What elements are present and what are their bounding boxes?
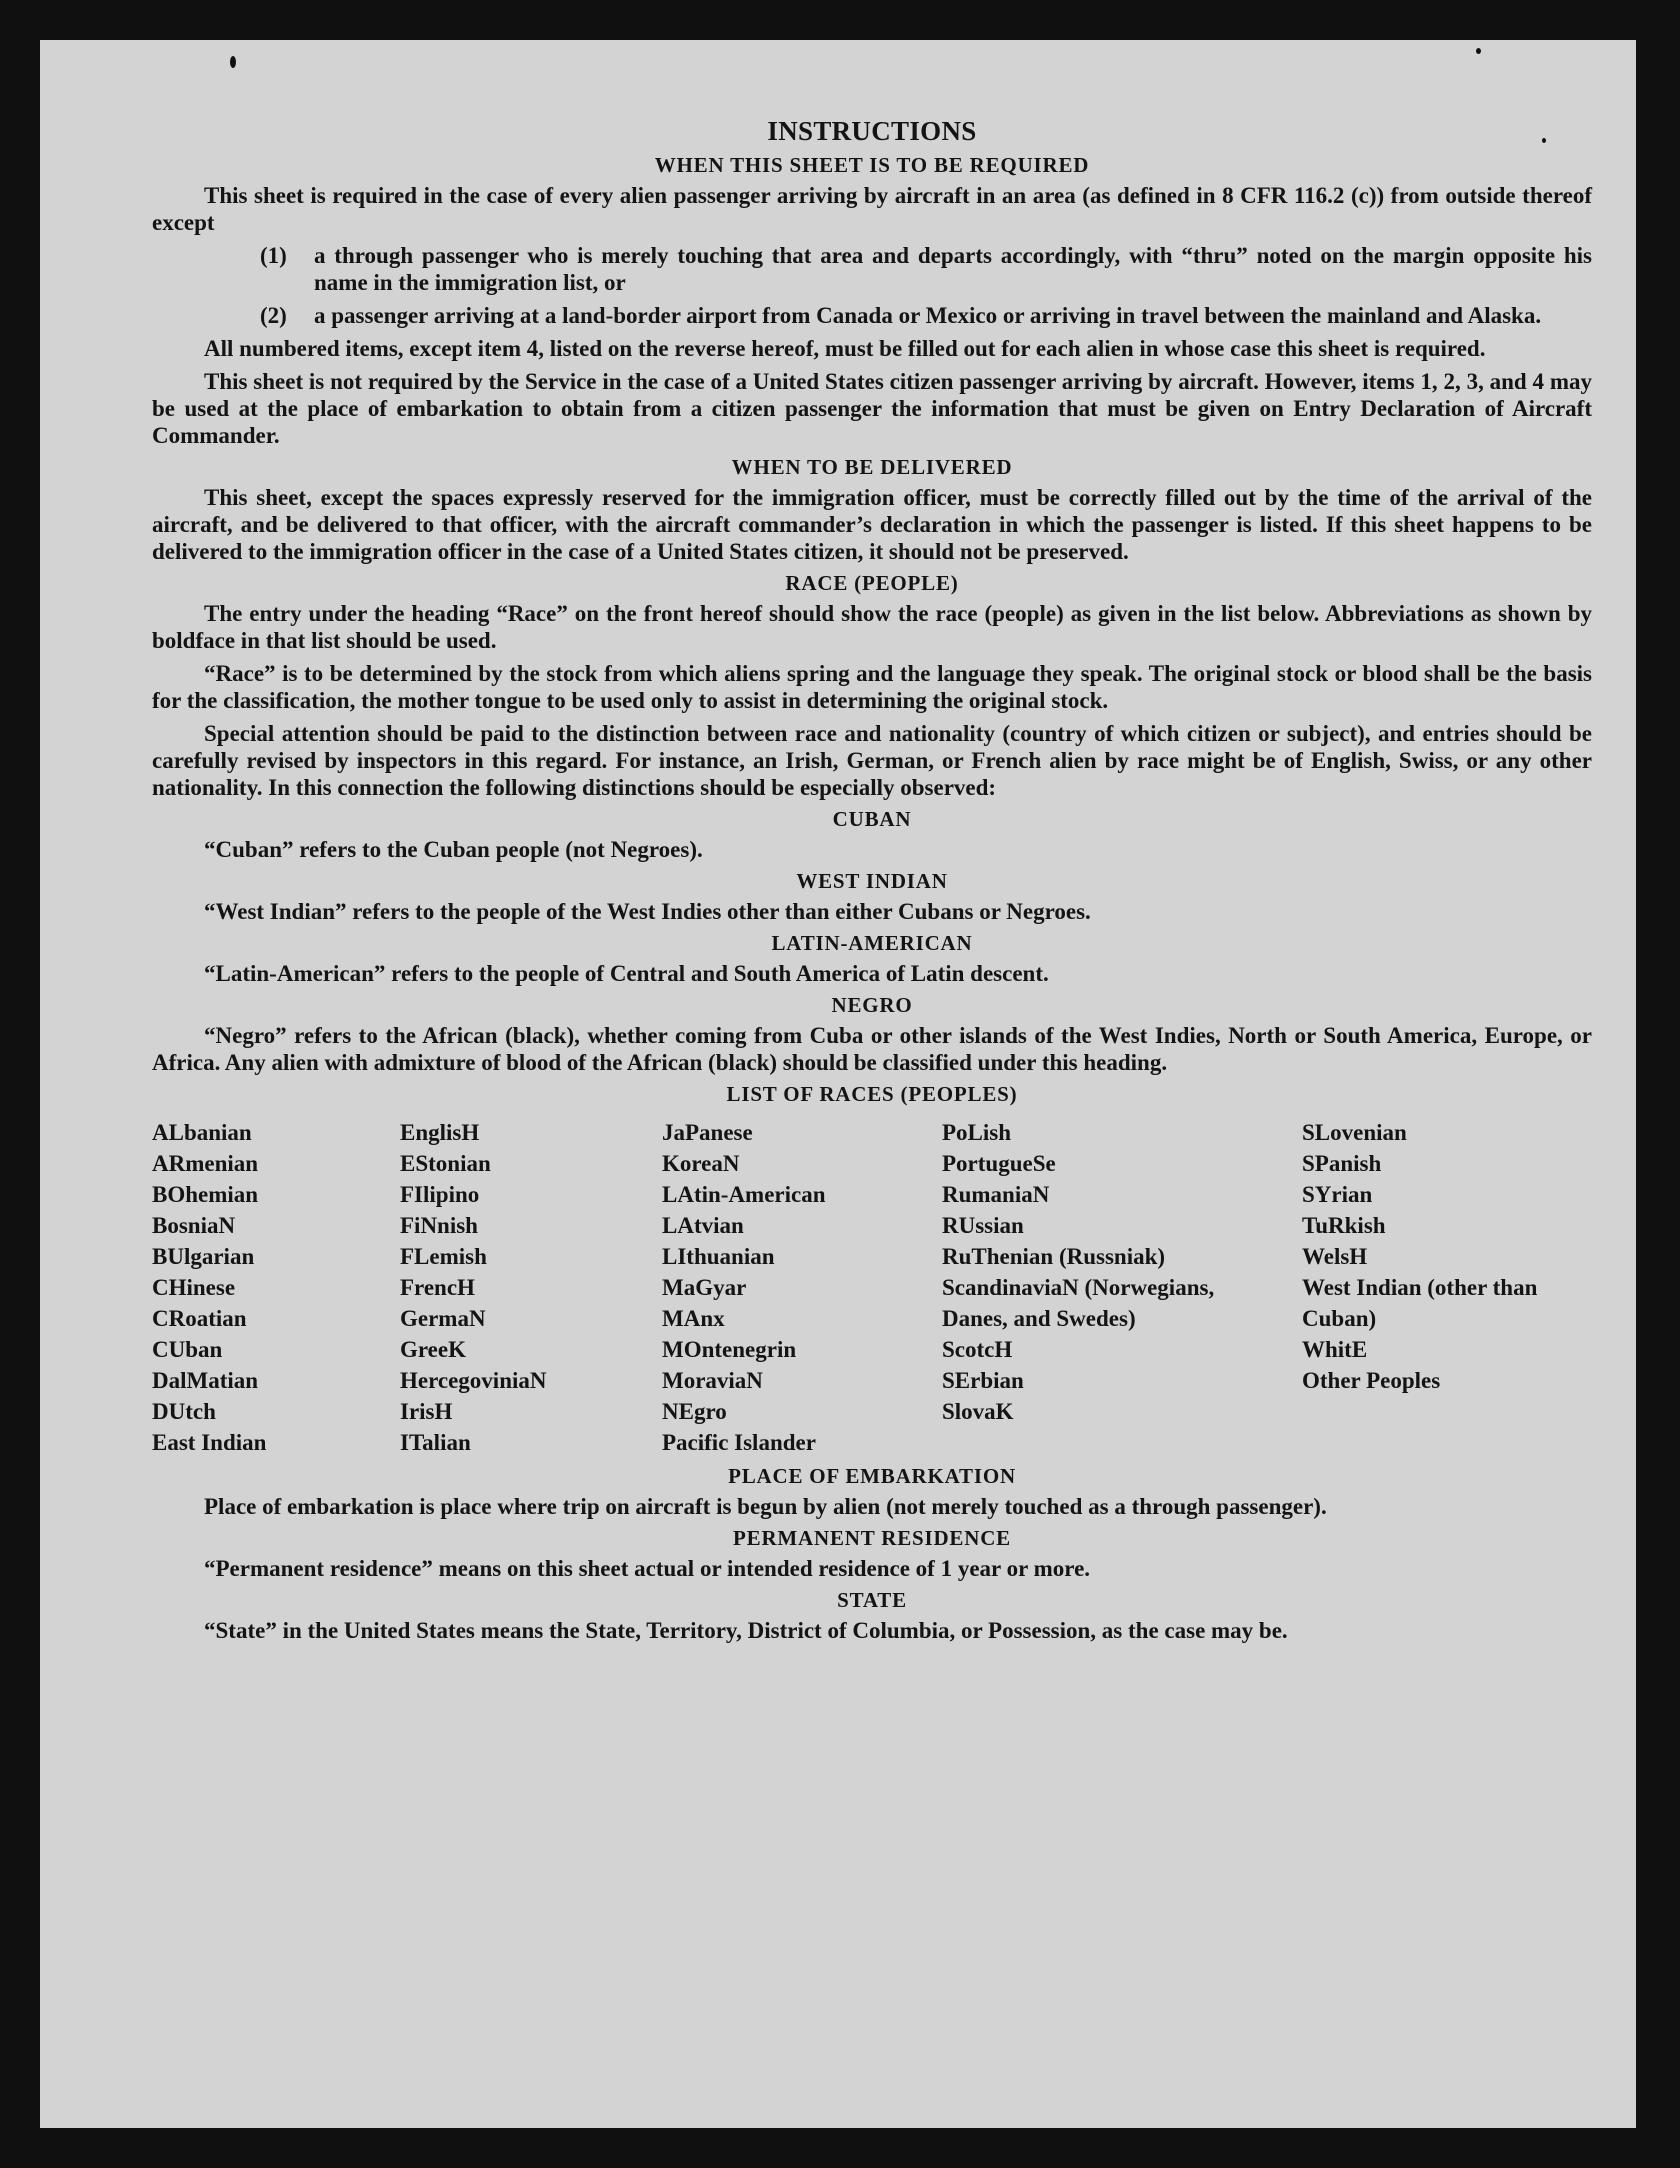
race-entry: MoraviaN [662, 1368, 763, 1393]
item-number: (1) [260, 243, 287, 268]
heading-race: RACE (PEOPLE) [785, 571, 959, 595]
race-entry: KoreaN [662, 1151, 740, 1176]
paragraph: “Latin-American” refers to the people of Central and South America of Latin descent. [204, 961, 1049, 986]
race-entry: CUban [152, 1337, 223, 1362]
race-entry: DUtch [152, 1399, 216, 1424]
race-entry: FLemish [400, 1244, 487, 1269]
race-entry: Other Peoples [1302, 1368, 1441, 1393]
race-entry: RUssian [942, 1213, 1024, 1238]
heading-when-delivered: WHEN TO BE DELIVERED [731, 455, 1013, 479]
race-entry: LAtin-American [662, 1182, 826, 1207]
heading-place-of-embarkation: PLACE OF EMBARKATION [728, 1464, 1016, 1488]
heading-permanent-residence: PERMANENT RESIDENCE [733, 1526, 1011, 1550]
race-entry: ScandinaviaN (Norwegians, Danes, and Swedes) [942, 1275, 1215, 1331]
instructions-content [152, 116, 1592, 1650]
race-entry: SLovenian [1302, 1120, 1407, 1145]
race-entry: BosniaN [152, 1213, 236, 1238]
race-entry: LIthuanian [662, 1244, 775, 1269]
race-list [152, 1117, 1592, 1458]
race-entry: PoLish [942, 1120, 1012, 1145]
race-entry: MOntenegrin [662, 1337, 797, 1362]
race-entry: ARmenian [152, 1151, 259, 1176]
race-column [400, 1117, 662, 1458]
exception-item-1 [152, 242, 1592, 296]
item-number: (2) [260, 303, 287, 328]
race-entry: East Indian [152, 1430, 267, 1455]
heading-when-required: WHEN THIS SHEET IS TO BE REQUIRED [654, 153, 1090, 177]
race-entry: ITalian [400, 1430, 471, 1455]
race-entry: CHinese [152, 1275, 236, 1300]
race-entry: WhitE [1302, 1337, 1368, 1362]
race-entry: FrencH [400, 1275, 475, 1300]
race-entry: SlovaK [942, 1399, 1014, 1424]
race-entry: SPanish [1302, 1151, 1382, 1176]
race-entry: TuRkish [1302, 1213, 1386, 1238]
heading-cuban: CUBAN [832, 807, 912, 831]
race-entry: West Indian (other than Cuban) [1302, 1275, 1538, 1331]
race-column [1302, 1117, 1592, 1458]
scan-speck [230, 56, 236, 68]
page-title: INSTRUCTIONS [767, 116, 977, 146]
paragraph: All numbered items, except item 4, listed on the reverse hereof, must be filled out for each alien in whose case this sheet is required. [204, 336, 1486, 361]
paragraph: Place of embarkation is place where trip on aircraft is begun by alien (not merely touched as a through passenger). [204, 1494, 1327, 1519]
race-entry: DalMatian [152, 1368, 259, 1393]
paragraph: This sheet is required in the case of every alien passenger arriving by aircraft in an area (as defined in 8 CFR 116.2 (c)) from outside thereof except [152, 183, 1592, 235]
race-entry: GermaN [400, 1306, 486, 1331]
race-entry: MAnx [662, 1306, 725, 1331]
race-entry: EnglisH [400, 1120, 480, 1145]
race-entry: SYrian [1302, 1182, 1373, 1207]
paragraph: “State” in the United States means the State, Territory, District of Columbia, or Possession, as the case may be. [204, 1618, 1288, 1643]
race-entry: EStonian [400, 1151, 491, 1176]
race-entry: RuThenian (Russniak) [942, 1244, 1166, 1269]
race-entry: CRoatian [152, 1306, 247, 1331]
item-text: a passenger arriving at a land-border airport from Canada or Mexico or arriving in travel between the mainland and Alaska. [314, 303, 1542, 328]
race-entry: IrisH [400, 1399, 453, 1424]
paragraph: “Race” is to be determined by the stock from which aliens spring and the language they speak. The original stock or blood shall be the basis for the classification, the mother tongue to be used only to assist in determining the original stock. [152, 661, 1592, 713]
race-entry: RumaniaN [942, 1182, 1050, 1207]
exception-item-2 [152, 302, 1592, 329]
paragraph: Special attention should be paid to the distinction between race and nationality (country of which citizen or subject), and entries should be carefully revised by inspectors in this regard. For instance, an Irish, German, or French alien by race might be of English, Swiss, or any other nationality. In this connection the following distinctions should be especially observed: [152, 721, 1592, 800]
race-entry: MaGyar [662, 1275, 747, 1300]
race-column [152, 1117, 400, 1458]
race-entry: GreeK [400, 1337, 466, 1362]
paragraph: “Negro” refers to the African (black), whether coming from Cuba or other islands of the West Indies, North or South America, Europe, or Africa. Any alien with admixture of blood of the African (black) should be classified under this heading. [152, 1023, 1592, 1075]
heading-west-indian: WEST INDIAN [796, 869, 948, 893]
race-column [942, 1117, 1302, 1458]
race-entry: Pacific Islander [662, 1430, 816, 1455]
heading-list-of-races: LIST OF RACES (PEOPLES) [726, 1082, 1018, 1106]
race-entry: ScotcH [942, 1337, 1013, 1362]
race-entry: JaPanese [662, 1120, 753, 1145]
race-entry: FIlipino [400, 1182, 480, 1207]
paragraph: “West Indian” refers to the people of the West Indies other than either Cubans or Negroes. [204, 899, 1091, 924]
race-entry: SErbian [942, 1368, 1024, 1393]
paragraph: “Permanent residence” means on this sheet actual or intended residence of 1 year or more. [204, 1556, 1091, 1581]
race-entry: NEgro [662, 1399, 727, 1424]
paragraph: This sheet, except the spaces expressly reserved for the immigration officer, must be correctly filled out by the time of the arrival of the aircraft, and be delivered to that officer, with the aircraft commander’s declaration in which the passenger is listed. If this sheet happens to be delivered to the immigration officer in the case of a United States citizen, it should not be preserved. [152, 485, 1592, 564]
race-entry: WelsH [1302, 1244, 1368, 1269]
race-entry: ALbanian [152, 1120, 252, 1145]
heading-latin-american: LATIN-AMERICAN [771, 931, 973, 955]
paragraph: “Cuban” refers to the Cuban people (not Negroes). [204, 837, 703, 862]
item-text: a through passenger who is merely touching that area and departs accordingly, with “thru” noted on the margin opposite his name in the immigration list, or [314, 243, 1592, 295]
race-entry: BUlgarian [152, 1244, 255, 1269]
race-entry: BOhemian [152, 1182, 259, 1207]
paragraph: This sheet is not required by the Service in the case of a United States citizen passenger arriving by aircraft. However, items 1, 2, 3, and 4 may be used at the place of embarkation to obtain from a citizen passenger the information that must be given on Entry Declaration of Aircraft Commander. [152, 369, 1592, 448]
paragraph: The entry under the heading “Race” on the front hereof should show the race (people) as given in the list below. Abbreviations as shown by boldface in that list should be used. [152, 601, 1592, 653]
race-column [662, 1117, 942, 1458]
scan-speck [1476, 48, 1481, 54]
race-entry: HercegoviniaN [400, 1368, 547, 1393]
race-entry: LAtvian [662, 1213, 744, 1238]
race-entry: PortugueSe [942, 1151, 1056, 1176]
heading-negro: NEGRO [831, 993, 913, 1017]
heading-state: STATE [837, 1588, 907, 1612]
race-entry: FiNnish [400, 1213, 478, 1238]
document-page [40, 40, 1636, 2128]
